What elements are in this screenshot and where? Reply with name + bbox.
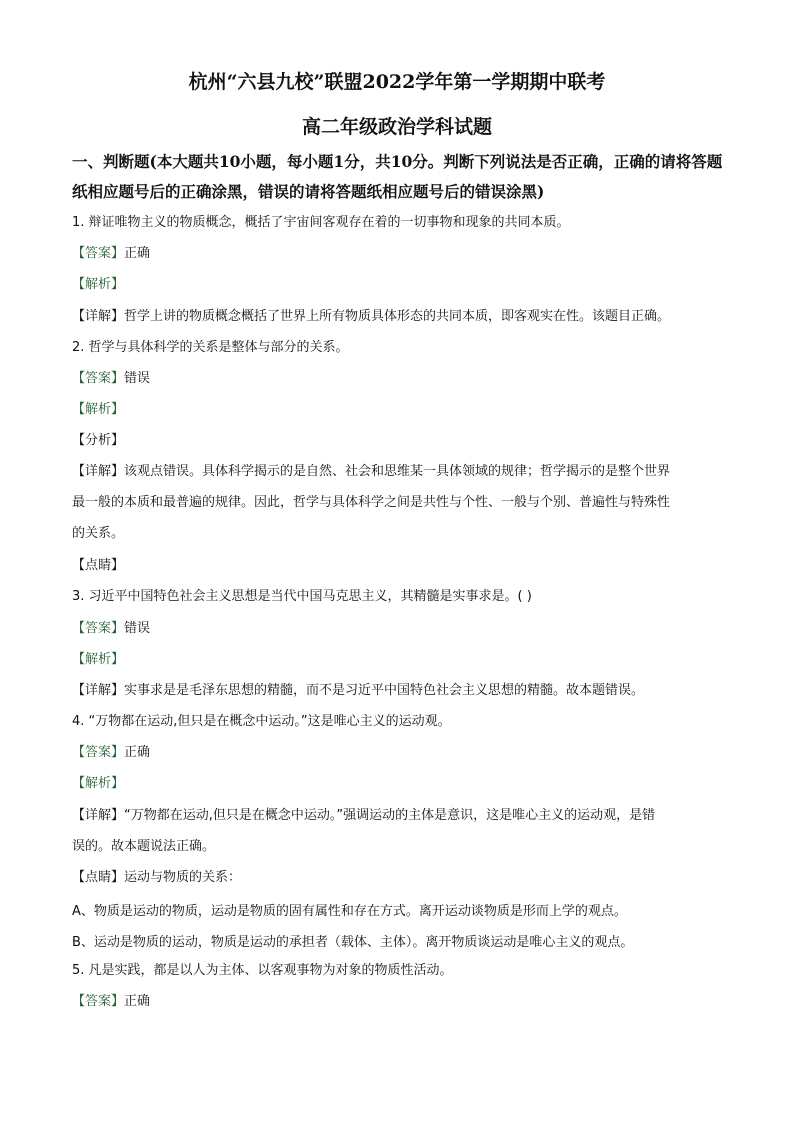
q2-dianjing-tag bbox=[72, 556, 124, 576]
dianjing-tag: 【点睛】 bbox=[72, 870, 125, 885]
dianjing-text: 运动与物质的关系： bbox=[124, 870, 242, 885]
q4-detail-line-2: 误的。故本题说法正确。 bbox=[72, 839, 216, 854]
q4-detail-line-1 bbox=[72, 806, 655, 826]
detail-tag: 【详解】 bbox=[72, 808, 125, 823]
question-1: 1. 辩证唯物主义的物质概念，概括了宇宙间客观存在着的一切事物和现象的共同本质。 bbox=[72, 215, 570, 230]
answer-value: 正确 bbox=[124, 994, 151, 1009]
answer-tag: 【答案】 bbox=[72, 994, 125, 1009]
detail-tag: 【详解】 bbox=[72, 464, 125, 479]
answer-value: 正确 bbox=[124, 246, 151, 261]
q2-analysis-tag bbox=[72, 400, 124, 420]
analysis-tag: 【解析】 bbox=[72, 776, 125, 791]
section-heading: 一、判断题(本大题共10小题，每小题1分，共10分。判断下列说法是否正确，正确的请将答题纸相应题号后的正确涂黑，错误的请将答题纸相应题号后的错误涂黑) bbox=[72, 152, 723, 201]
answer-tag: 【答案】 bbox=[72, 745, 125, 760]
q1-answer bbox=[72, 244, 150, 264]
question-2: 2. 哲学与具体科学的关系是整体与部分的关系。 bbox=[72, 340, 349, 355]
detail-tag: 【详解】 bbox=[72, 683, 125, 698]
q3-answer bbox=[72, 619, 150, 639]
detail-tag: 【详解】 bbox=[72, 309, 125, 324]
q2-detail-line-1 bbox=[72, 462, 670, 482]
q5-answer bbox=[72, 992, 150, 1012]
answer-tag: 【答案】 bbox=[72, 246, 125, 261]
dianjing-tag: 【点睛】 bbox=[72, 558, 125, 573]
q4-dianjing bbox=[72, 868, 241, 888]
question-4: 4. “万物都在运动,但只是在概念中运动。”这是唯心主义的运动观。 bbox=[72, 714, 451, 729]
detail-text: 实事求是是毛泽东思想的精髓，而不是习近平中国特色社会主义思想的精髓。故本题错误。 bbox=[124, 683, 645, 698]
q2-detail-line-2: 最一般的本质和最普遍的规律。因此，哲学与具体科学之间是共性与个性、一般与个别、普遍性与特殊性 bbox=[72, 495, 671, 510]
q3-analysis-tag bbox=[72, 650, 124, 670]
q4-point-a: A、物质是运动的物质，运动是物质的固有属性和存在方式。离开运动谈物质是形而上学的观点。 bbox=[72, 904, 627, 919]
analysis-tag: 【解析】 bbox=[72, 277, 125, 292]
question-5: 5. 凡是实践，都是以人为主体、以客观事物为对象的物质性活动。 bbox=[72, 963, 453, 978]
q3-detail bbox=[72, 681, 644, 701]
question-3: 3. 习近平中国特色社会主义思想是当代中国马克思主义，其精髓是实事求是。( ) bbox=[72, 589, 532, 604]
analysis-tag: 【解析】 bbox=[72, 652, 125, 667]
answer-value: 正确 bbox=[124, 745, 151, 760]
q2-fenxi-tag bbox=[72, 431, 124, 451]
q1-analysis-tag bbox=[72, 275, 124, 295]
q2-answer bbox=[72, 369, 150, 389]
answer-value: 错误 bbox=[124, 621, 151, 636]
q4-point-b: B、运动是物质的运动，物质是运动的承担者（载体、主体）。离开物质谈运动是唯心主义的观点。 bbox=[72, 935, 634, 950]
analysis-tag: 【解析】 bbox=[72, 402, 125, 417]
q2-detail-line-3: 的关系。 bbox=[72, 526, 125, 541]
answer-tag: 【答案】 bbox=[72, 621, 125, 636]
exam-title: 杭州“六县九校”联盟2022学年第一学期期中联考 bbox=[188, 71, 606, 93]
exam-subtitle: 高二年级政治学科试题 bbox=[301, 116, 492, 138]
q4-answer bbox=[72, 743, 150, 763]
answer-tag: 【答案】 bbox=[72, 371, 125, 386]
detail-text: “万物都在运动,但只是在概念中运动。”强调运动的主体是意识，这是唯心主义的运动观，是错 bbox=[124, 808, 656, 823]
detail-text: 该观点错误。具体科学揭示的是自然、社会和思维某一具体领域的规律；哲学揭示的是整个世界 bbox=[124, 464, 671, 479]
q1-detail bbox=[72, 307, 670, 327]
q4-analysis-tag bbox=[72, 774, 124, 794]
detail-text: 哲学上讲的物质概念概括了世界上所有物质具体形态的共同本质，即客观实在性。该题目正确。 bbox=[124, 309, 671, 324]
fenxi-tag: 【分析】 bbox=[72, 433, 125, 448]
answer-value: 错误 bbox=[124, 371, 151, 386]
